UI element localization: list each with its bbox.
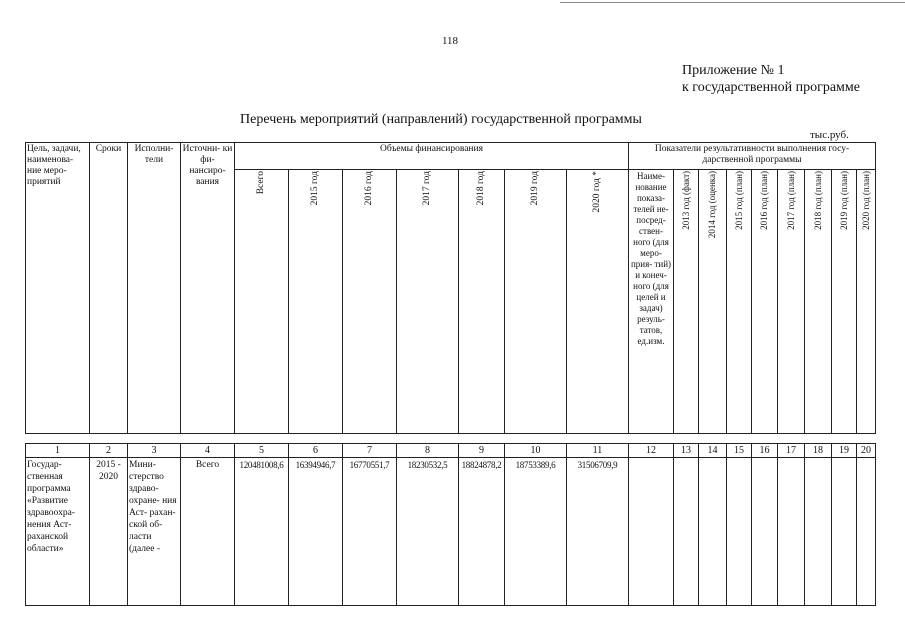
row-executor: Мини- стерство здраво- охране- ния Аст- рахан- ской об- ласти (далее - [128,458,181,606]
header-indicator-2018: 2018 год (план) [805,170,832,434]
row-indicator-2019 [832,458,857,606]
column-number: 12 [629,444,674,458]
row-2018: 18824878,2 [459,458,505,606]
column-number: 14 [699,444,727,458]
header-indicator-2020: 2020 год (план) [857,170,876,434]
header-table [25,142,876,434]
body-table [25,443,876,606]
row-indicator-name [629,458,674,606]
column-number: 11 [567,444,629,458]
column-number: 16 [752,444,778,458]
row-2016: 16770551,7 [343,458,397,606]
header-indicator-2013: 2013 год (факт) [674,170,699,434]
header-funding-2020: 2020 год * [567,170,629,434]
header-indicator-2017: 2017 год (план) [778,170,805,434]
column-number: 10 [505,444,567,458]
header-funding-2018: 2018 год [459,170,505,434]
header-funding-total: Всего [235,170,289,434]
row-indicator-2017 [778,458,805,606]
row-goal: Государ- ственная программа «Развитие здравоохра- нения Аст- раханской области» [26,458,90,606]
annex-line-2: к государственной программе [682,80,860,95]
header-indicator-name: Наиме- нование показа- телей не- посред- ствен- ного (для меро- прия- тий) и конеч- ного (для целей и задач) резуль- татов, ед.изм. [629,170,674,434]
page-title: Перечень мероприятий (направлений) государственной программы [240,112,642,127]
annex-block [640,62,878,96]
page-number: 118 [441,35,459,47]
header-funding-2015: 2015 год [289,170,343,434]
top-rule [560,2,905,3]
header-terms: Сроки [90,143,128,434]
row-indicator-2013 [674,458,699,606]
column-number: 4 [181,444,235,458]
header-executors: Исполни- тели [128,143,181,434]
column-number: 15 [727,444,752,458]
row-total: 120481008,6 [235,458,289,606]
table-row [26,458,876,606]
column-number: 2 [90,444,128,458]
units-label: тыс.руб. [810,129,849,141]
header-funding-2016: 2016 год [343,170,397,434]
row-indicator-2018 [805,458,832,606]
header-indicator-2019: 2019 год (план) [832,170,857,434]
header-funding-2019: 2019 год [505,170,567,434]
header-indicators-group: Показатели результативности выполнения госу- дарственной программы [629,143,876,170]
row-indicator-2015 [727,458,752,606]
row-2015: 16394946,7 [289,458,343,606]
row-terms: 2015 - 2020 [90,458,128,606]
column-number: 13 [674,444,699,458]
column-number: 5 [235,444,289,458]
row-indicator-2020 [857,458,876,606]
column-number: 18 [805,444,832,458]
column-number: 8 [397,444,459,458]
row-source: Всего [181,458,235,606]
column-number: 3 [128,444,181,458]
column-number: 9 [459,444,505,458]
header-goal: Цель, задачи, наименова- ние меро- приятий [26,143,90,434]
column-number: 6 [289,444,343,458]
column-number-row [26,444,876,458]
header-indicator-2015: 2015 год (план) [727,170,752,434]
row-2017: 18230532,5 [397,458,459,606]
column-number: 7 [343,444,397,458]
row-2019: 18753389,6 [505,458,567,606]
row-indicator-2014 [699,458,727,606]
header-indicator-2016: 2016 год (план) [752,170,778,434]
header-funding-group: Объемы финансирования [235,143,629,170]
column-number: 19 [832,444,857,458]
header-funding-2017: 2017 год [397,170,459,434]
header-indicator-2014: 2014 год (оценка) [699,170,727,434]
header-sources: Источни- ки фи- нансиро- вания [181,143,235,434]
column-number: 1 [26,444,90,458]
annex-line-1: Приложение № 1 [682,63,785,78]
row-indicator-2016 [752,458,778,606]
column-number: 17 [778,444,805,458]
column-number: 20 [857,444,876,458]
row-2020: 31506709,9 [567,458,629,606]
